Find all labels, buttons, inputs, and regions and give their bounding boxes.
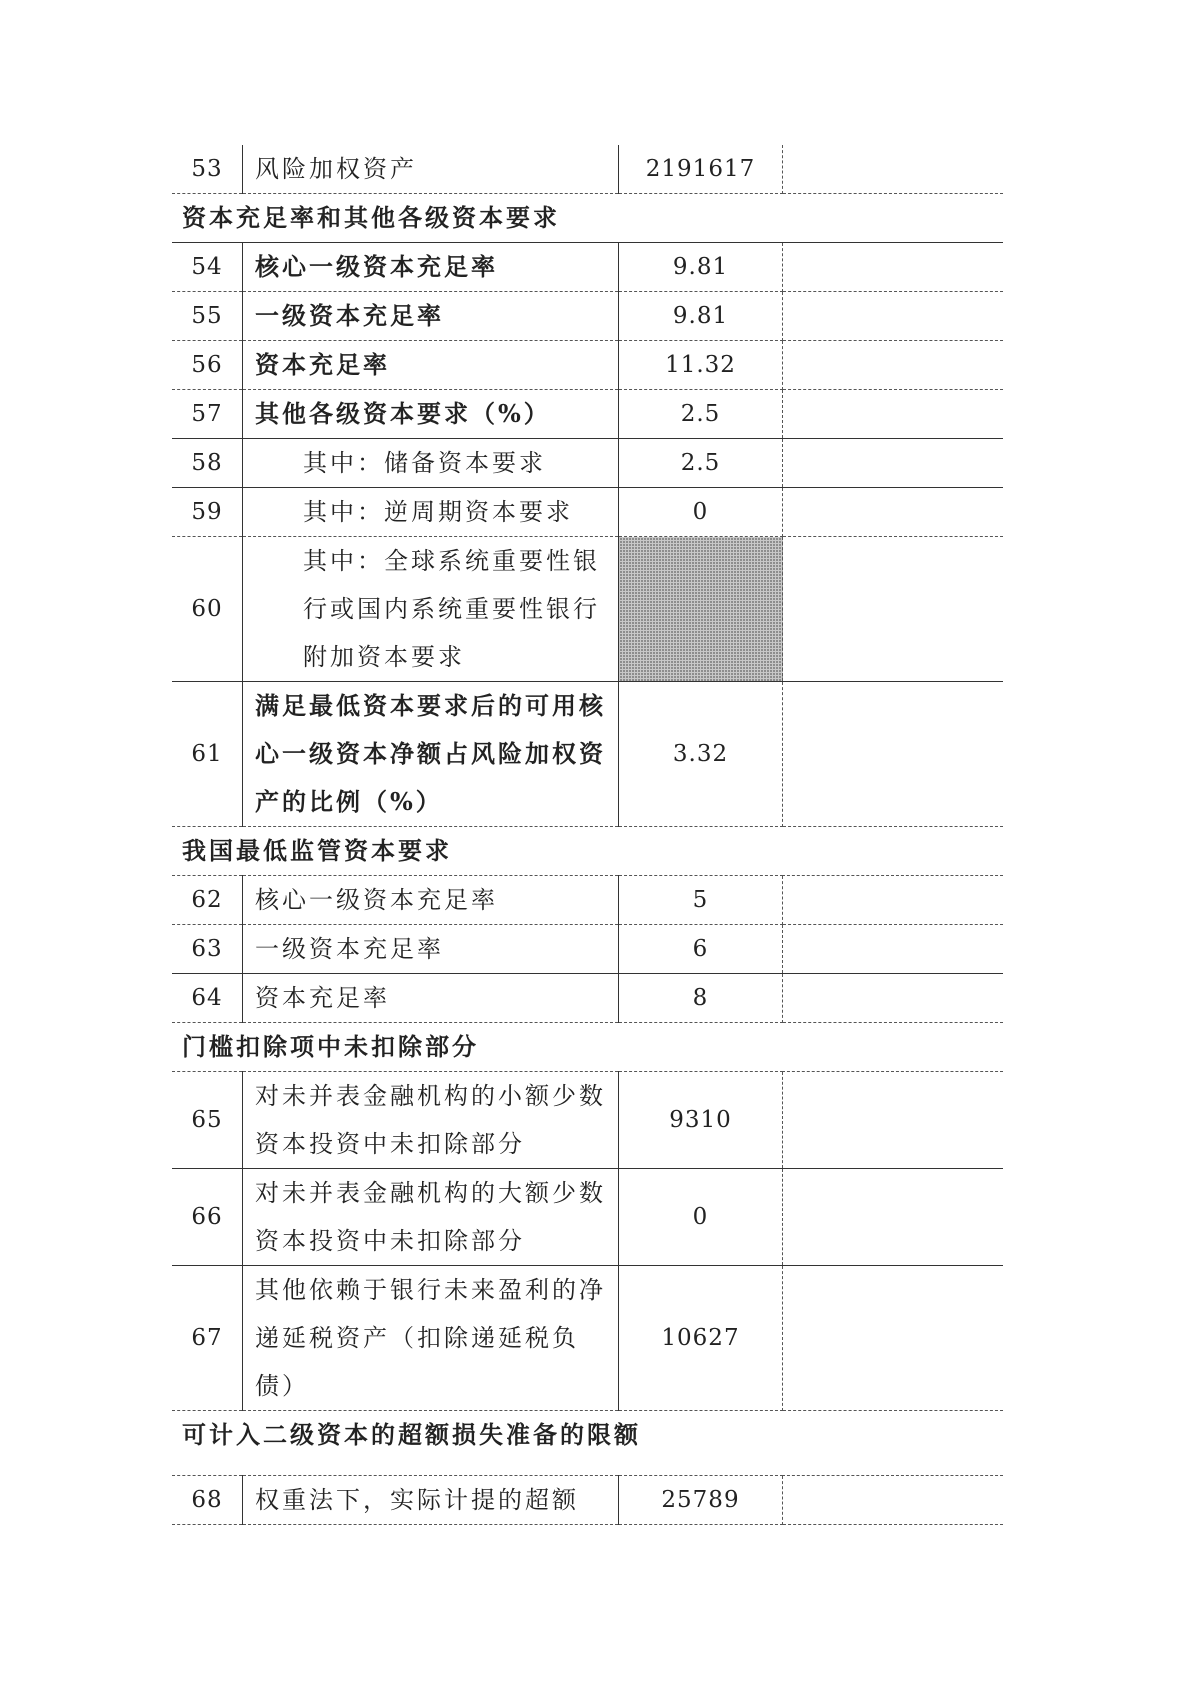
table-row	[172, 1072, 1003, 1169]
row-number: 63	[172, 925, 243, 974]
table-row	[172, 876, 1003, 925]
item-label: 核心一级资本充足率	[243, 876, 619, 925]
section-title: 门槛扣除项中未扣除部分	[172, 1023, 1003, 1072]
item-label: 一级资本充足率	[243, 925, 619, 974]
section-header-row	[172, 827, 1003, 876]
capital-adequacy-table	[172, 145, 1003, 1525]
empty-cell	[783, 1476, 1004, 1525]
row-number: 59	[172, 488, 243, 537]
row-number: 57	[172, 390, 243, 439]
row-number: 53	[172, 145, 243, 194]
item-value: 2.5	[619, 390, 783, 439]
row-number: 55	[172, 292, 243, 341]
empty-cell	[783, 390, 1004, 439]
row-number: 54	[172, 243, 243, 292]
item-label: 资本充足率	[243, 341, 619, 390]
empty-cell	[783, 439, 1004, 488]
row-number: 67	[172, 1266, 243, 1411]
table-row	[172, 390, 1003, 439]
item-label: 权重法下，实际计提的超额	[243, 1476, 619, 1525]
empty-cell	[783, 243, 1004, 292]
table-row	[172, 1169, 1003, 1266]
section-header-row	[172, 1411, 1003, 1476]
item-label: 其他各级资本要求（%）	[243, 390, 619, 439]
item-value: 0	[619, 1169, 783, 1266]
item-label: 对未并表金融机构的大额少数资本投资中未扣除部分	[243, 1169, 619, 1266]
row-number: 66	[172, 1169, 243, 1266]
empty-cell	[783, 292, 1004, 341]
table-row	[172, 292, 1003, 341]
section-header-row	[172, 1023, 1003, 1072]
row-number: 68	[172, 1476, 243, 1525]
item-label: 其中：储备资本要求	[243, 439, 619, 488]
row-number: 65	[172, 1072, 243, 1169]
table-row	[172, 341, 1003, 390]
item-value	[619, 537, 783, 682]
row-number: 64	[172, 974, 243, 1023]
table-row	[172, 1266, 1003, 1411]
table-row	[172, 974, 1003, 1023]
empty-cell	[783, 1169, 1004, 1266]
item-label: 核心一级资本充足率	[243, 243, 619, 292]
row-number: 58	[172, 439, 243, 488]
table-row	[172, 925, 1003, 974]
item-value: 6	[619, 925, 783, 974]
item-value: 9310	[619, 1072, 783, 1169]
item-label: 资本充足率	[243, 974, 619, 1023]
table-row	[172, 145, 1003, 194]
row-number: 61	[172, 682, 243, 827]
item-label: 对未并表金融机构的小额少数资本投资中未扣除部分	[243, 1072, 619, 1169]
item-value: 25789	[619, 1476, 783, 1525]
item-label: 满足最低资本要求后的可用核心一级资本净额占风险加权资产的比例（%）	[243, 682, 619, 827]
item-value: 9.81	[619, 243, 783, 292]
table-row	[172, 682, 1003, 827]
section-title: 可计入二级资本的超额损失准备的限额	[172, 1411, 1003, 1476]
empty-cell	[783, 341, 1004, 390]
item-value: 5	[619, 876, 783, 925]
empty-cell	[783, 925, 1004, 974]
row-number: 56	[172, 341, 243, 390]
row-number: 60	[172, 537, 243, 682]
table-body	[172, 145, 1003, 1525]
empty-cell	[783, 974, 1004, 1023]
section-title: 我国最低监管资本要求	[172, 827, 1003, 876]
item-value: 8	[619, 974, 783, 1023]
table-row	[172, 243, 1003, 292]
item-label: 风险加权资产	[243, 145, 619, 194]
table-row	[172, 488, 1003, 537]
empty-cell	[783, 145, 1004, 194]
item-label: 一级资本充足率	[243, 292, 619, 341]
item-label: 其他依赖于银行未来盈利的净递延税资产（扣除递延税负债）	[243, 1266, 619, 1411]
row-number: 62	[172, 876, 243, 925]
empty-cell	[783, 1072, 1004, 1169]
item-value: 9.81	[619, 292, 783, 341]
empty-cell	[783, 682, 1004, 827]
item-value: 0	[619, 488, 783, 537]
item-value: 2191617	[619, 145, 783, 194]
section-title: 资本充足率和其他各级资本要求	[172, 194, 1003, 243]
item-value: 2.5	[619, 439, 783, 488]
empty-cell	[783, 876, 1004, 925]
empty-cell	[783, 1266, 1004, 1411]
empty-cell	[783, 488, 1004, 537]
item-label: 其中：逆周期资本要求	[243, 488, 619, 537]
table-row	[172, 439, 1003, 488]
empty-cell	[783, 537, 1004, 682]
item-label: 其中：全球系统重要性银行或国内系统重要性银行附加资本要求	[243, 537, 619, 682]
table-row	[172, 1476, 1003, 1525]
item-value: 3.32	[619, 682, 783, 827]
section-header-row	[172, 194, 1003, 243]
item-value: 10627	[619, 1266, 783, 1411]
table-row	[172, 537, 1003, 682]
item-value: 11.32	[619, 341, 783, 390]
